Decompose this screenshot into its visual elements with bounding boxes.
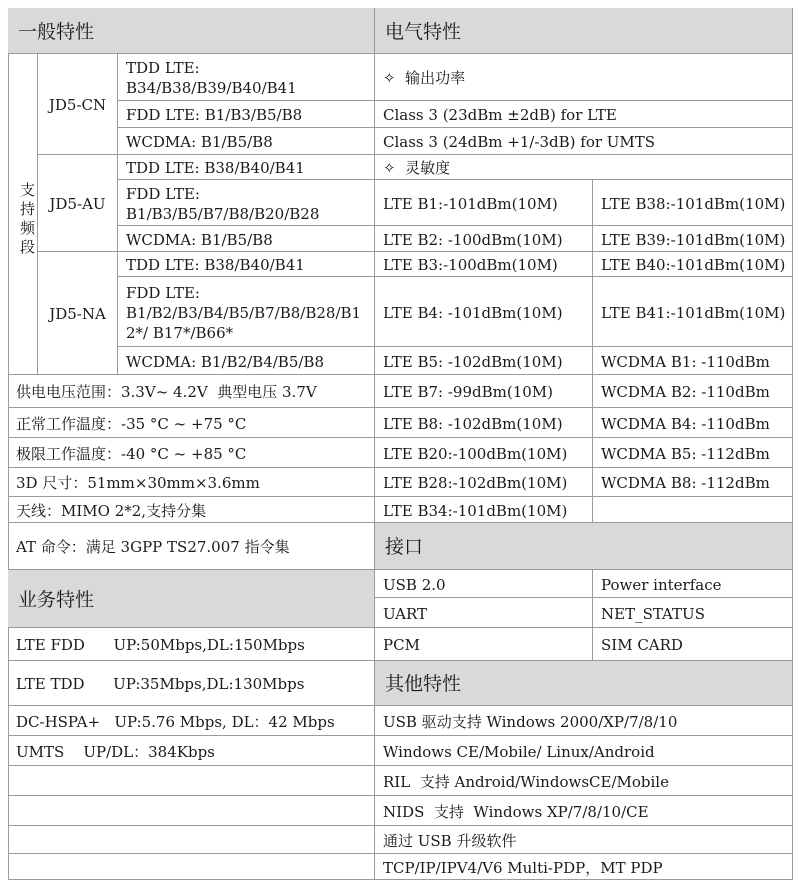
extreme-temperature: 极限工作温度：-40 °C ~ +85 °C [8,438,375,468]
sensitivity-value: LTE B2: -100dBm(10M) [375,226,593,252]
interface-item: PCM [375,628,593,661]
at-commands: AT 命令：满足 3GPP TS27.007 指令集 [8,523,375,570]
other-feature-item: NIDS 支持 Windows XP/7/8/10/CE [375,796,793,826]
empty-row [8,766,375,796]
sensitivity-value: LTE B20:-100dBm(10M) [375,438,593,468]
class3-lte: Class 3 (23dBm ±2dB) for LTE [375,101,793,128]
other-feature-item: 通过 USB 升级软件 [375,826,793,854]
general-features-header: 一般特性 [8,8,375,54]
sensitivity-value: WCDMA B4: -110dBm [593,408,793,438]
empty-row [8,854,375,880]
sensitivity-value: WCDMA B8: -112dBm [593,468,793,497]
sensitivity-value: LTE B28:-102dBm(10M) [375,468,593,497]
empty-row [8,826,375,854]
interface-item: Power interface [593,570,793,598]
sensitivity-value: WCDMA B5: -112dBm [593,438,793,468]
other-feature-item: RIL 支持 Android/WindowsCE/Mobile [375,766,793,796]
jd5-au-label: JD5-AU [38,155,118,252]
sensitivity-value: LTE B7: -99dBm(10M) [375,375,593,408]
empty-row [8,796,375,826]
lte-tdd-speed: LTE TDD UP:35Mbps,DL:130Mbps [8,661,375,706]
interface-item: UART [375,598,593,628]
umts-speed: UMTS UP/DL：384Kbps [8,736,375,766]
sensitivity-label: ✧ 灵敏度 [375,155,793,180]
jd5-cn-wcdma: WCDMA: B1/B5/B8 [118,128,375,155]
business-features-header: 业务特性 [8,570,375,628]
supported-bands-label: 支持频段 [8,54,38,375]
jd5-na-wcdma: WCDMA: B1/B2/B4/B5/B8 [118,347,375,375]
output-power-label: ✧ 输出功率 [375,54,793,101]
jd5-au-tdd: TDD LTE: B38/B40/B41 [118,155,375,180]
sensitivity-value: LTE B41:-101dBm(10M) [593,277,793,347]
jd5-au-fdd: FDD LTE: B1/B3/B5/B7/B8/B20/B28 [118,180,375,226]
sensitivity-value: LTE B39:-101dBm(10M) [593,226,793,252]
other-feature-item: Windows CE/Mobile/ Linux/Android [375,736,793,766]
jd5-cn-fdd: FDD LTE: B1/B3/B5/B8 [118,101,375,128]
normal-temperature: 正常工作温度：-35 °C ~ +75 °C [8,408,375,438]
jd5-na-fdd: FDD LTE: B1/B2/B3/B4/B5/B7/B8/B28/B1 2*/ B17*/B66* [118,277,375,347]
jd5-na-label: JD5-NA [38,252,118,375]
electrical-features-header: 电气特性 [375,8,793,54]
other-feature-item: USB 驱动支持 Windows 2000/XP/7/8/10 [375,706,793,736]
sensitivity-value [593,497,793,523]
sensitivity-value: LTE B3:-100dBm(10M) [375,252,593,277]
jd5-au-wcdma: WCDMA: B1/B5/B8 [118,226,375,252]
interface-header: 接口 [375,523,793,570]
sensitivity-value: LTE B40:-101dBm(10M) [593,252,793,277]
other-feature-item: TCP/IP/IPV4/V6 Multi-PDP，MT PDP [375,854,793,880]
interface-item: USB 2.0 [375,570,593,598]
supply-voltage: 供电电压范围：3.3V~ 4.2V 典型电压 3.7V [8,375,375,408]
sensitivity-value: LTE B38:-101dBm(10M) [593,180,793,226]
jd5-na-tdd: TDD LTE: B38/B40/B41 [118,252,375,277]
dimensions: 3D 尺寸：51mm×30mm×3.6mm [8,468,375,497]
jd5-cn-tdd: TDD LTE: B34/B38/B39/B40/B41 [118,54,375,101]
antenna: 天线：MIMO 2*2,支持分集 [8,497,375,523]
sensitivity-value: LTE B8: -102dBm(10M) [375,408,593,438]
interface-item: SIM CARD [593,628,793,661]
sensitivity-value: LTE B4: -101dBm(10M) [375,277,593,347]
sensitivity-value: LTE B34:-101dBm(10M) [375,497,593,523]
dc-hspa-speed: DC-HSPA+ UP:5.76 Mbps, DL：42 Mbps [8,706,375,736]
sensitivity-value: WCDMA B2: -110dBm [593,375,793,408]
sensitivity-value: LTE B5: -102dBm(10M) [375,347,593,375]
other-features-header: 其他特性 [375,661,793,706]
class3-umts: Class 3 (24dBm +1/-3dB) for UMTS [375,128,793,155]
interface-item: NET_STATUS [593,598,793,628]
sensitivity-value: LTE B1:-101dBm(10M) [375,180,593,226]
jd5-cn-label: JD5-CN [38,54,118,155]
lte-fdd-speed: LTE FDD UP:50Mbps,DL:150Mbps [8,628,375,661]
sensitivity-value: WCDMA B1: -110dBm [593,347,793,375]
